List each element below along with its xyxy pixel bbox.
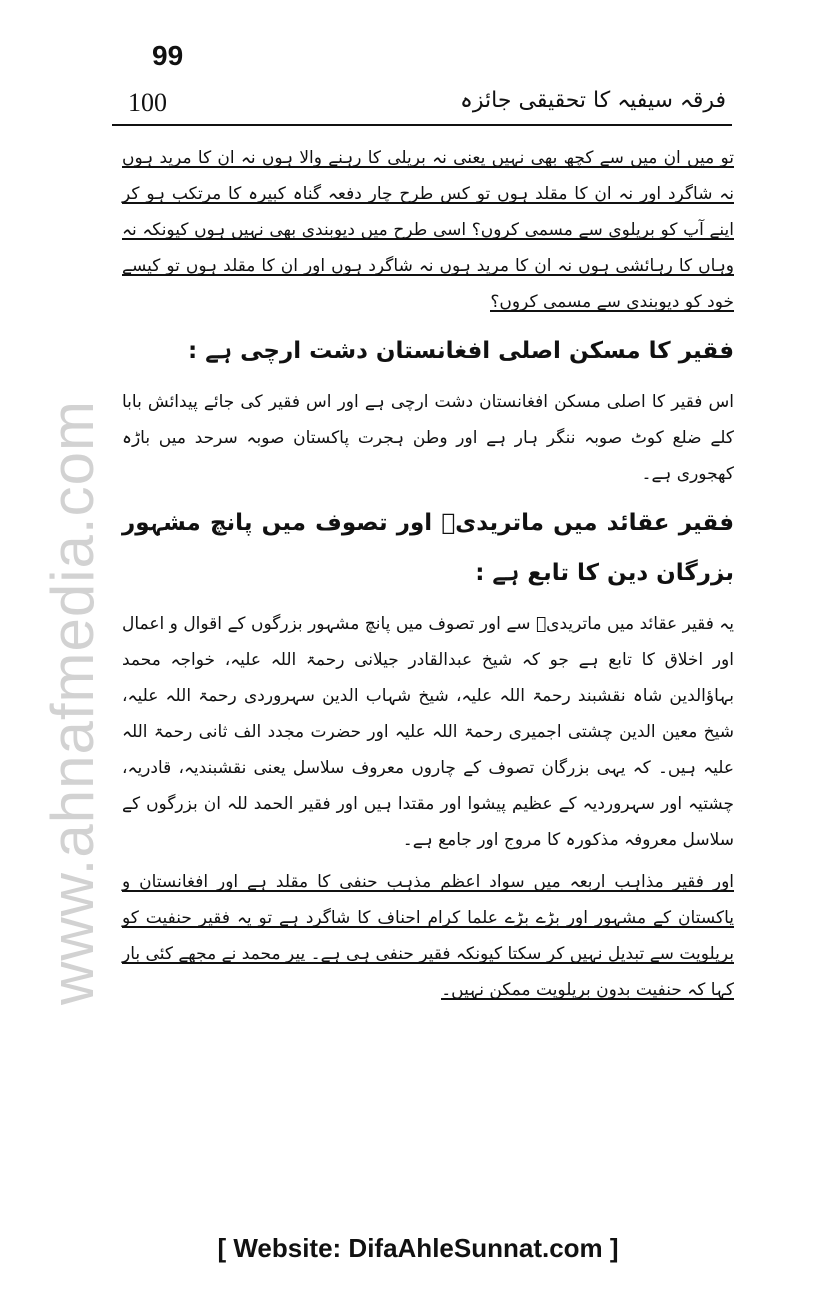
paragraph-4-text: اور فقیر مذاہب اربعہ میں سواد اعظم مذہب حنفی کا مقلد ہے اور افغانستان و پاکستان کے مشہور اور بڑے بڑے علما کرام احناف کا شاگرد ہے تو یہ فقیر حنفیت کو بریلویت سے تبدیل نہیں کر سکتا کیونکہ فقیر حنفی ہی ہے۔ پیر محمد نے مجھے کئی بار کہا کہ حنفیت بدون بریلویت ممکن نہیں۔	[122, 872, 734, 1000]
paragraph-4	[122, 864, 734, 1008]
heading-1: فقیر کا مسکن اصلی افغانستان دشت ارچی ہے :	[187, 338, 734, 364]
paragraph-1-text: تو میں ان میں سے کچھ بھی نہیں یعنی نہ بریلی کا رہنے والا ہوں نہ ان کا مرید ہوں نہ شاگرد اور نہ ان کا مقلد ہوں تو کس طرح چار دفعہ گناہ کبیرہ کا مرتکب ہو کر اپنے آپ کو بریلوی سے مسمی کروں؟ اسی طرح میں دیوبندی بھی نہیں ہوں کیونکہ نہ وہاں کا رہائشی ہوں نہ ان کا مرید ہوں نہ شاگرد ہوں اور ان کا مقلد ہوں تو کیسے خود کو دیوبندی سے مسمی کروں؟	[122, 148, 734, 312]
scan-page-number: 99	[152, 40, 184, 71]
watermark-text: www.ahnafmedia.com	[39, 400, 106, 1005]
book-page-number: 100	[128, 88, 167, 117]
paragraph-2: اس فقیر کا اصلی مسکن افغانستان دشت ارچی ہے اور اس فقیر کی جائے پیدائش بابا کلے ضلع کوٹ صوبہ ننگر ہار ہے اور وطن ہجرت پاکستان صوبہ سرحد میں باڑہ کھجوری ہے۔	[122, 392, 734, 484]
page-body	[122, 140, 734, 1014]
footer-website: [ Website: DifaAhleSunnat.com ]	[217, 1233, 619, 1263]
paragraph-3: یہ فقیر عقائد میں ماتریدیؒ سے اور تصوف میں پانچ مشہور بزرگوں کے اقوال و اعمال اور اخلاق کا تابع ہے جو کہ شیخ عبدالقادر جیلانی رحمۃ اللہ علیہ، خواجہ محمد بہاؤالدین شاہ نقشبند رحمۃ اللہ علیہ، شیخ شہاب الدین سہروردی رحمۃ اللہ علیہ، شیخ معین الدین چشتی اجمیری رحمۃ اللہ علیہ اور حضرت مجدد الف ثانی رحمۃ اللہ علیہ ہیں۔ کہ یہی بزرگان تصوف کے چاروں معروف سلاسل یعنی نقشبندیہ، قادریہ، چشتیہ اور سہروردیہ کے عظیم پیشوا اور مقتدا ہیں اور فقیر الحمد للہ ان بزرگوں کے سلاسل معروفہ مذکورہ کا مروج اور جامع ہے۔	[122, 614, 734, 850]
paragraph-1	[122, 140, 734, 320]
running-title: فرقہ سیفیہ کا تحقیقی جائزہ	[460, 88, 726, 113]
page-header	[112, 80, 732, 126]
heading-2: فقیر عقائد میں ماتریدیؒ اور تصوف میں پانچ مشہور بزرگان دین کا تابع ہے :	[122, 510, 734, 586]
